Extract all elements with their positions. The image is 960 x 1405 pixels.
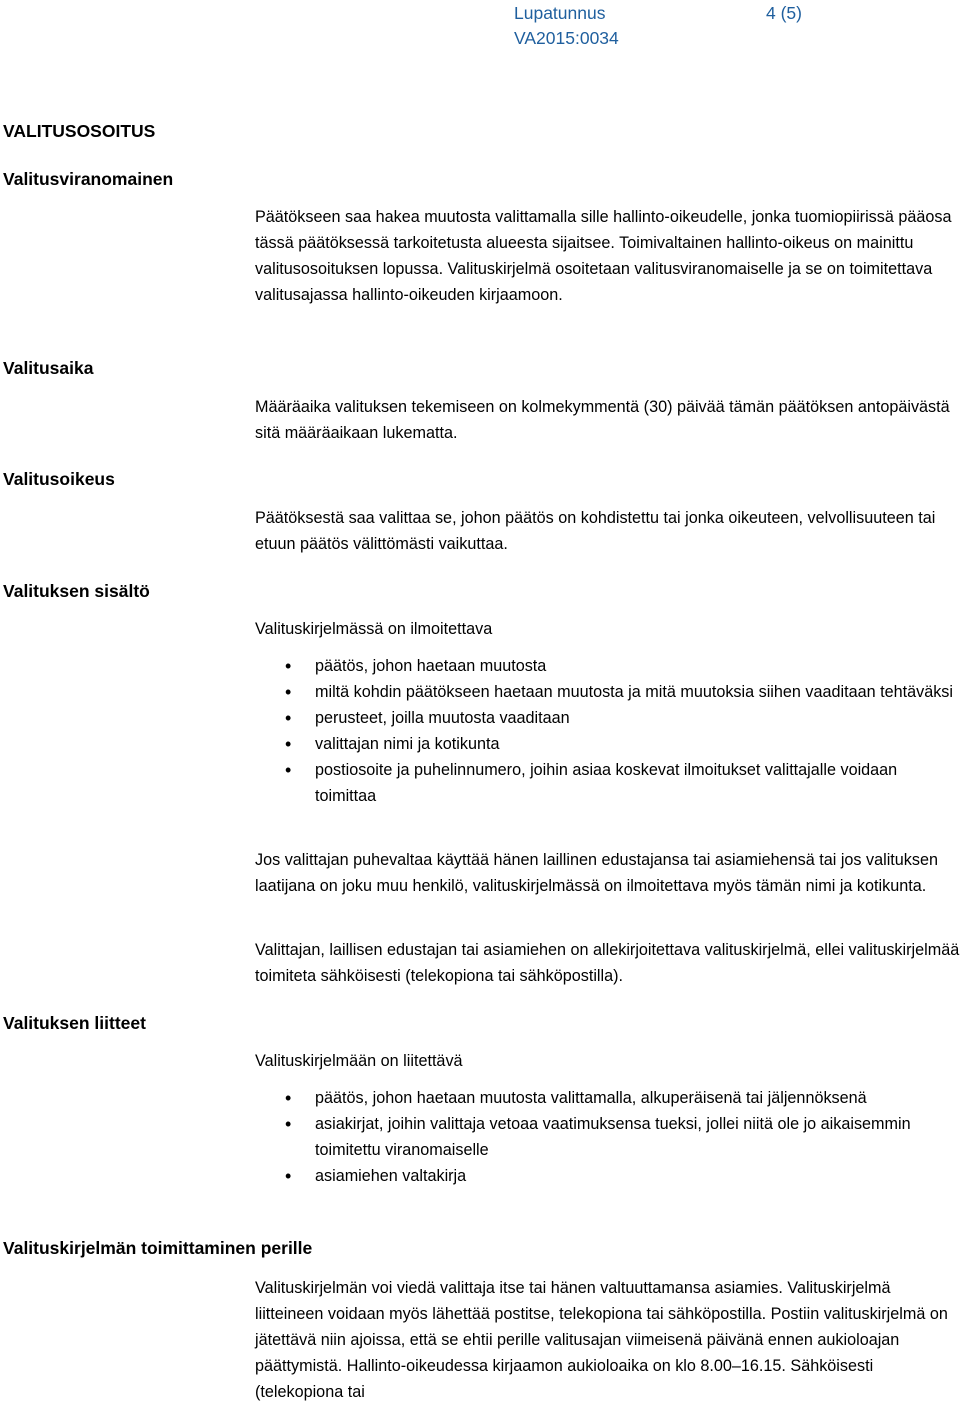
heading-liitteet: Valituksen liitteet [3,1013,146,1033]
heading-valitusaika: Valitusaika [3,358,94,378]
list-sisalto [255,653,960,809]
doc-type-label: Lupatunnus [514,3,606,23]
list-item: • miltä kohdin päätökseen haetaan muutosta ja mitä muutoksia siihen vaaditaan tehtäväksi [255,679,960,705]
list-item: • asiakirjat, joihin valittaja vetoaa vaatimuksensa tueksi, jollei niitä ole jo aikaisemmin toimitettu viranomaiselle [255,1111,960,1163]
text-valitusoikeus: Päätöksestä saa valittaa se, johon päätös on kohdistettu tai jonka oikeuteen, velvollisuuteen tai etuun päätös välittömästi vaikuttaa. [255,509,936,553]
heading-sisalto: Valituksen sisältö [3,581,150,601]
section-title: VALITUSOSOITUS [3,121,156,141]
list-item: • perusteet, joilla muutosta vaaditaan [255,705,960,731]
list-item: • postiosoite ja puhelinnumero, joihin asiaa koskevat ilmoitukset valittajalle voidaan toimittaa [255,757,960,809]
heading-toimittaminen: Valituskirjelmän toimittaminen perille [3,1238,313,1258]
list-item: • päätös, johon haetaan muutosta [255,653,960,679]
list-liitteet [255,1085,960,1189]
text-valitusviranomainen: Päätökseen saa hakea muutosta valittamalla sille hallinto-oikeudelle, jonka tuomiopiirissä pääosa tässä päätöksessä tarkoitetusta alueesta sijaitsee. Toimivaltainen hallinto-oikeus on mainittu valitusosoituksen lopussa. Valituskirjelmä osoitetaan valitusviranomaiselle ja se on toimitettava valitusajassa hallinto-oikeuden kirjaamoon. [255,208,952,304]
text-sisalto-para1: Jos valittajan puhevaltaa käyttää hänen laillinen edustajansa tai asiamiehensä tai jos valituksen laatijana on joku muu henkilö, valituskirjelmässä on ilmoitettava myös tämän nimi ja kotikunta. [255,851,939,895]
page-number: 4 (5) [766,3,802,23]
text-sisalto-intro: Valituskirjelmässä on ilmoitettava [255,620,493,638]
heading-valitusoikeus: Valitusoikeus [3,469,115,489]
text-liitteet-intro: Valituskirjelmään on liitettävä [255,1052,463,1070]
list-item: • päätös, johon haetaan muutosta valittamalla, alkuperäisenä tai jäljennöksenä [255,1085,960,1111]
text-sisalto-para2: Valittajan, laillisen edustajan tai asiamiehen on allekirjoitettava valituskirjelmä, ellei valituskirjelmää toimiteta sähköisesti (telekopiona tai sähköpostilla). [255,941,960,985]
list-item: • valittajan nimi ja kotikunta [255,731,960,757]
text-toimittaminen: Valituskirjelmän voi viedä valittaja itse tai hänen valtuuttamansa asiamies. Valituskirjelmä liitteineen voidaan myös lähettää postitse, telekopiona tai sähköpostilla. Postiin valituskirjelmä on jätettävä niin ajoissa, että se ehtii perille valitusajan viimeisenä päivänä ennen aukioloajan päättymistä. Hallinto-oikeudessa kirjaamon aukioloaika on klo 8.00–16.15. Sähköisesti (telekopiona tai [255,1279,948,1401]
doc-id: VA2015:0034 [514,28,619,48]
list-item: • asiamiehen valtakirja [255,1163,960,1189]
text-valitusaika: Määräaika valituksen tekemiseen on kolmekymmentä (30) päivää tämän päätöksen antopäivästä sitä määräaikaan lukematta. [255,398,950,442]
heading-valitusviranomainen: Valitusviranomainen [3,169,174,189]
